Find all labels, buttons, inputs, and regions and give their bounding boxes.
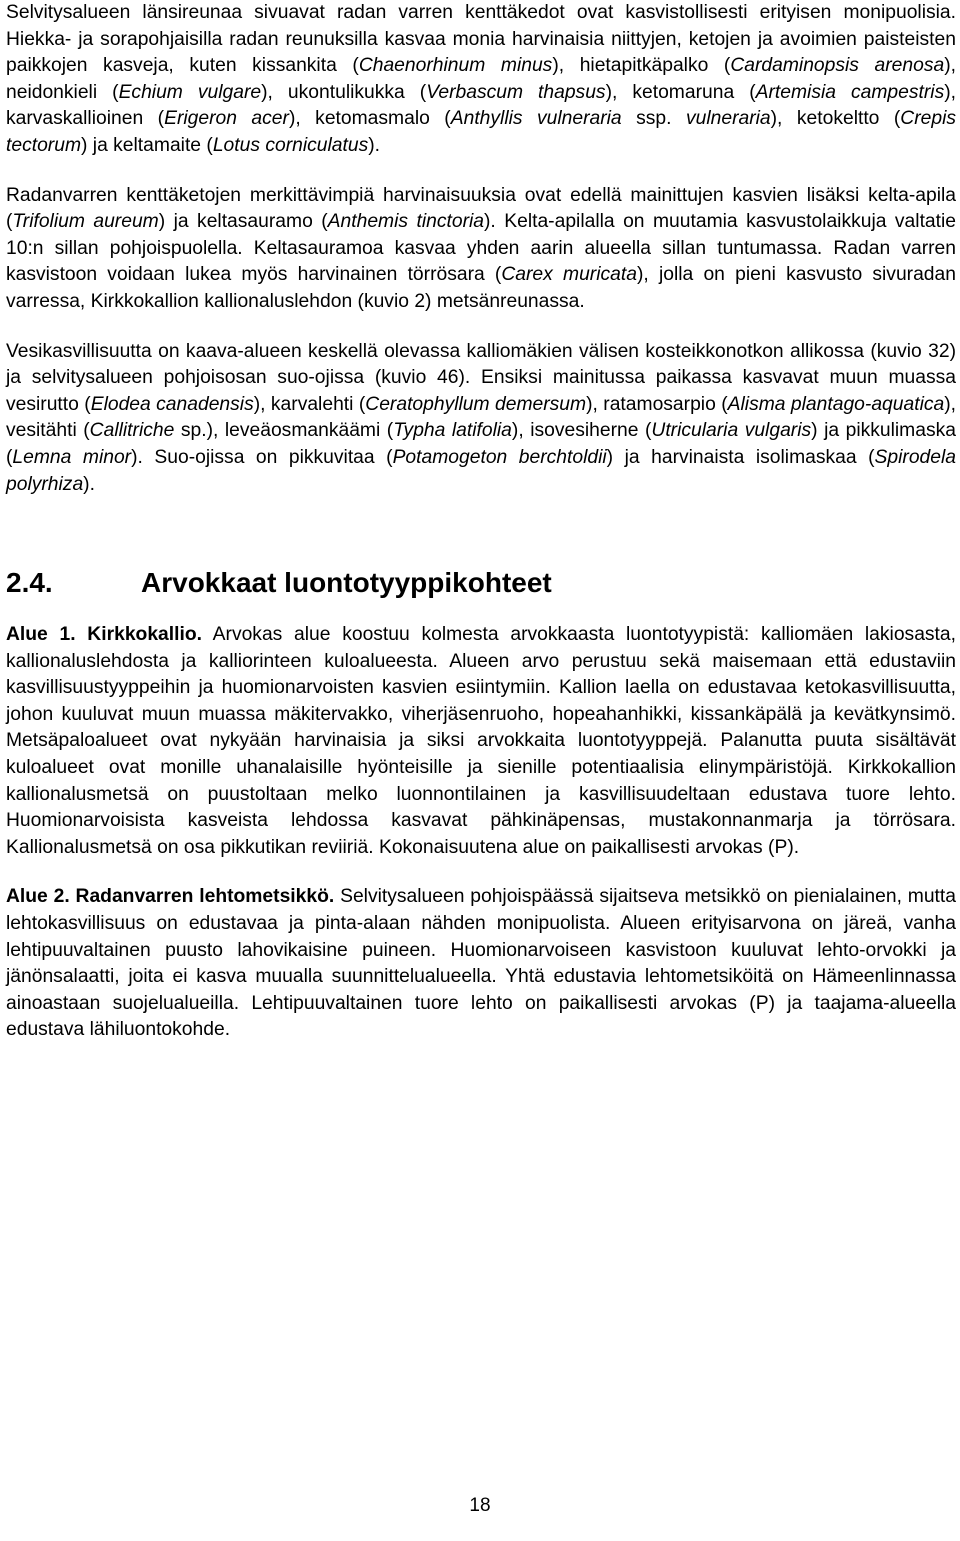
text-segment: ) ja harvinaista isolimaskaa ( — [606, 446, 875, 468]
species-name: Echium vulgare — [118, 81, 262, 103]
area-1-label: Alue 1. Kirkkokallio. — [6, 624, 202, 646]
text-segment: ), ukontulikukka ( — [261, 81, 427, 103]
section-title: Arvokkaat luontotyyppikohteet — [141, 567, 552, 599]
text-segment: ), ketomasmalo ( — [288, 108, 451, 130]
species-name: vulneraria — [685, 108, 771, 130]
page-content — [6, 0, 956, 1044]
text-segment: ). Suo-ojissa on pikkuvitaa ( — [131, 446, 393, 468]
text-segment: ) ja keltasauramo ( — [158, 211, 328, 233]
text-segment: ), karvalehti ( — [253, 393, 366, 415]
area-1-text: Arvokas alue koostuu kolmesta arvokkaasta luontotyypistä: kalliomäen lakiosasta, kallionaluslehdosta ja kalliorinteen kuloalueesta. Alueen arvo perustuu sekä maisemaan että edustaviin kasvillisuustyyppeihin ja huomionarvoisten kasvien esiintymiin. Kallion laella on edustavaa ketokasvillisuutta, johon kuuluvat muun muassa mäkitervakko, viherjäsenruoho, hopeahanhikki, kissankäpälä ja kevätkynsimö. Metsäpaloalueet ovat nykyään harvinaisia ja siksi arvokkaita luontotyyppejä. Palanutta puuta sisältävät kuloalueet ovat monille uhanalaisille hyönteisille ja sienille potentiaalisia elinympäristöjä. Kirkkokallion kallionalusmetsä on puustoltaan melko luonnontilainen ja kasvillisuudeltaan edustava tuore lehto. Huomionarvoisista kasveista lehdossa kasvavat pähkinäpensas, mustakonnanmarja ja törrösara. Kallionalusmetsä on osa pikkutikan reviiriä. Kokonaisuutena alue on paikallisesti arvokas (P). — [6, 624, 956, 858]
text-segment: ), ratamosarpio ( — [586, 393, 728, 415]
text-segment: ssp. — [621, 108, 686, 130]
species-name: Ceratophyllum demersum — [365, 393, 587, 415]
species-name: Cardaminopsis arenosa — [730, 55, 945, 77]
area-2-label: Alue 2. Radanvarren lehtometsikkö. — [6, 886, 335, 908]
section-heading — [6, 566, 956, 600]
species-name: Utricularia vulgaris — [651, 420, 812, 442]
paragraph-vesikasvillisuus — [6, 339, 956, 499]
text-segment: ), hietapitkäpalko ( — [552, 55, 731, 77]
species-name: Potamogeton berchtoldii — [392, 446, 607, 468]
species-name: Elodea canadensis — [90, 393, 254, 415]
page-number: 18 — [469, 1495, 491, 1516]
text-segment: ), neidonkieli ( — [6, 55, 956, 103]
species-name: Trifolium aureum — [12, 211, 159, 233]
text-segment: sp.), leveäosmankäämi ( — [174, 420, 394, 442]
text-segment: ), jolla on pieni kasvusto sivuradan varressa, Kirkkokallion kallionaluslehdon (kuvio 2) metsänreunassa. — [6, 264, 956, 312]
species-name: Verbascum thapsus — [426, 81, 606, 103]
species-name: Carex muricata — [501, 264, 637, 286]
species-name: Chaenorhinum minus — [358, 55, 553, 77]
area-2-text: Selvitysalueen pohjoispäässä sijaitseva metsikkö on pienialainen, mutta lehtokasvillisuus on edustavaa ja pinta-alaan nähden monipuolista. Alueen erityisarvona on järeä, vanha lehtipuuvaltainen puusto lahovikaisine puineen. Huomionarvoiseen kasvistoon kuuluvat lehto-orvokki ja jänönsalaatti, joita ei kasva muualla suunnittelualueella. Yhtä edustavia lehtometsiköitä on Hämeenlinnassa ainoastaan suojelualueilla. Lehtipuuvaltainen tuore lehto on paikallisesti arvokas (P) ja taajama-alueella edustava lähiluontokohde. — [6, 886, 956, 1041]
text-segment: ). — [368, 134, 381, 156]
text-segment: ), ketokeltto ( — [770, 108, 901, 130]
area-1-paragraph — [6, 622, 956, 861]
text-segment: ), vesitähti ( — [6, 393, 957, 442]
species-name: Crepis tectorum — [6, 108, 957, 156]
text-segment: ). — [83, 473, 95, 495]
species-name: Lemna minor — [12, 446, 132, 468]
text-segment: ) ja keltamaite ( — [81, 134, 213, 156]
species-name: Lotus corniculatus — [212, 134, 369, 156]
species-name: Anthemis tinctoria — [327, 211, 485, 233]
paragraph-harvinaisuudet — [6, 183, 956, 316]
text-segment: ), ketomaruna ( — [605, 81, 756, 103]
text-segment: Vesikasvillisuutta on kaava-alueen keskellä olevassa kalliomäkien välisen kosteikkonotkon allikossa (kuvio 32) ja selvitysalueen pohjoisosan suo-ojissa (kuvio 46). Ensiksi mainitussa paikassa kasvavat muun muassa vesirutto ( — [6, 340, 956, 415]
text-segment: ), isovesiherne ( — [511, 420, 652, 442]
species-name: Typha latifolia — [393, 420, 512, 442]
species-name: Callitriche — [89, 420, 175, 442]
paragraph-radanvarsi-kasvit — [6, 0, 956, 160]
species-name: Spirodela polyrhiza — [6, 446, 957, 495]
text-segment: Radanvarren kenttäketojen merkittävimpiä harvinaisuuksia ovat edellä mainittujen kasvien lisäksi kelta-apila ( — [6, 184, 956, 233]
text-segment: ) ja pikkulimaska ( — [6, 420, 956, 468]
area-2-paragraph — [6, 884, 956, 1044]
text-segment: Selvitysalueen länsireunaa sivuavat radan varren kenttäkedot ovat kasvistollisesti erityisen monipuolisia. Hiekka- ja sorapohjaisilla radan reunuksilla kasvaa monia harvinaisia niittyjen, ketojen ja avoimien paisteisten paikkojen kasveja, kuten kissankita ( — [6, 2, 956, 77]
species-name: Anthyllis vulneraria — [450, 108, 622, 130]
text-segment: ). Kelta-apilalla on muutamia kasvustolaikkuja valtatie 10:n sillan pohjoispuolella. Keltasauramoa kasvaa yhden aarin alueella sillan tuntumassa. Radan varren kasvistoon voidaan lukea myös harvinainen törrösara ( — [6, 211, 957, 286]
section-number: 2.4. — [6, 567, 53, 599]
species-name: Alisma plantago-aquatica — [727, 393, 945, 415]
species-name: Artemisia campestris — [755, 81, 945, 103]
text-segment: ), karvaskallioinen ( — [6, 81, 956, 130]
species-name: Erigeron acer — [164, 108, 289, 130]
